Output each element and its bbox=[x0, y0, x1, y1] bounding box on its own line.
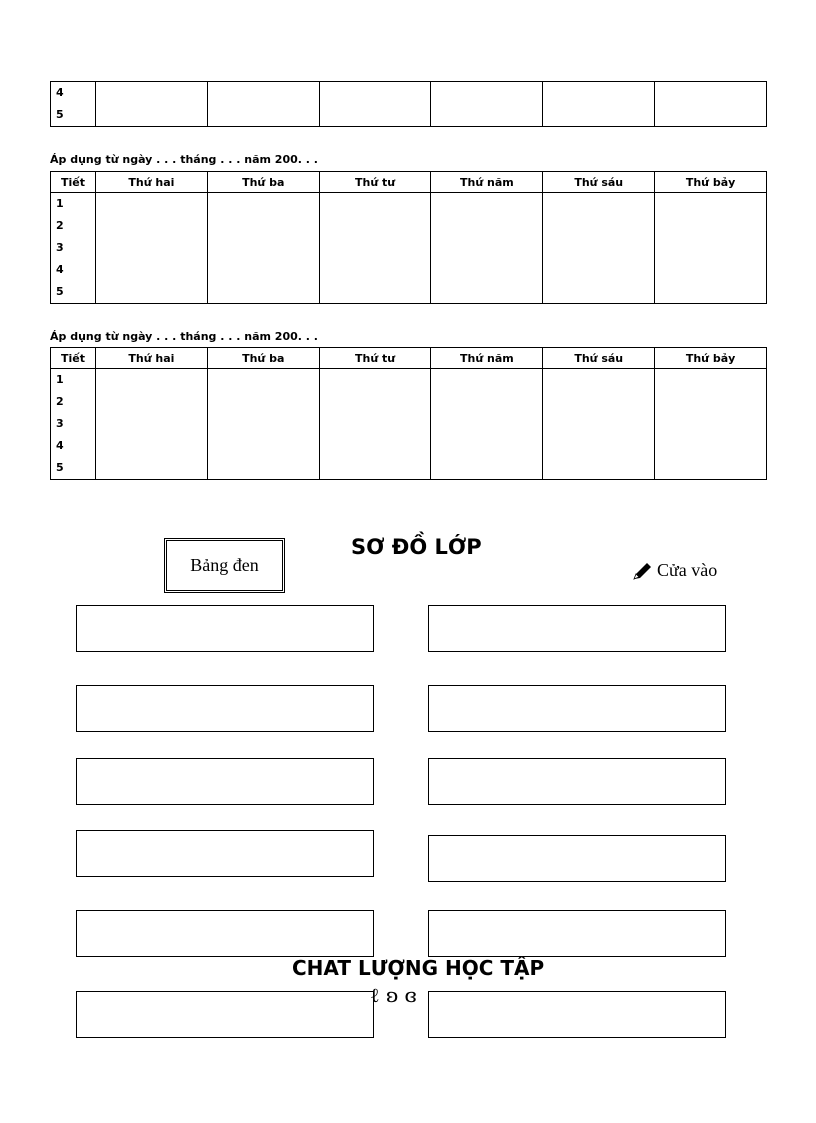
desk-left-4 bbox=[76, 830, 374, 877]
timetable-1 bbox=[50, 171, 767, 304]
period-number: 5 bbox=[56, 108, 64, 121]
day-cell bbox=[543, 193, 655, 304]
day-cell bbox=[543, 369, 655, 480]
desk-right-4 bbox=[428, 835, 726, 882]
schedule-caption: Áp dụng từ ngày . . . tháng . . . năm 200. . . bbox=[50, 330, 318, 343]
day-cell bbox=[96, 369, 208, 480]
header-monday: Thứ hai bbox=[96, 348, 208, 369]
day-cell bbox=[207, 369, 319, 480]
desk-left-3 bbox=[76, 758, 374, 805]
period-number: 4 bbox=[56, 86, 64, 99]
desk-right-2 bbox=[428, 685, 726, 732]
day-cell bbox=[431, 369, 543, 480]
desk-right-6 bbox=[428, 991, 726, 1038]
blackboard bbox=[164, 538, 285, 593]
header-thursday: Thứ năm bbox=[431, 348, 543, 369]
header-saturday: Thứ bảy bbox=[655, 172, 767, 193]
day-cell bbox=[655, 193, 767, 304]
header-tuesday: Thứ ba bbox=[207, 172, 319, 193]
entrance bbox=[632, 560, 717, 581]
desk-left-1 bbox=[76, 605, 374, 652]
header-friday: Thứ sáu bbox=[543, 348, 655, 369]
period-number: 1 bbox=[56, 373, 64, 386]
period-column bbox=[51, 193, 96, 304]
period-number: 4 bbox=[56, 263, 64, 276]
period-number: 1 bbox=[56, 197, 64, 210]
header-friday: Thứ sáu bbox=[543, 172, 655, 193]
timetable-2 bbox=[50, 347, 767, 480]
period-number: 2 bbox=[56, 219, 64, 232]
timetable-fragment bbox=[50, 81, 767, 127]
day-cell bbox=[96, 193, 208, 304]
header-row bbox=[51, 172, 767, 193]
header-wednesday: Thứ tư bbox=[319, 348, 431, 369]
period-number: 3 bbox=[56, 241, 64, 254]
day-cell bbox=[319, 369, 431, 480]
day-cell bbox=[319, 193, 431, 304]
period-number: 5 bbox=[56, 461, 64, 474]
period-number: 2 bbox=[56, 395, 64, 408]
desk-left-2 bbox=[76, 685, 374, 732]
desk-left-6 bbox=[76, 991, 374, 1038]
period-number: 4 bbox=[56, 439, 64, 452]
period-column bbox=[51, 82, 96, 127]
header-tuesday: Thứ ba bbox=[207, 348, 319, 369]
header-period: Tiết bbox=[51, 348, 96, 369]
header-wednesday: Thứ tư bbox=[319, 172, 431, 193]
header-saturday: Thứ bảy bbox=[655, 348, 767, 369]
header-row bbox=[51, 348, 767, 369]
desk-right-1 bbox=[428, 605, 726, 652]
schedule-caption: Áp dụng từ ngày . . . tháng . . . năm 200. . . bbox=[50, 153, 318, 166]
blackboard-label: Bảng đen bbox=[190, 555, 259, 575]
desk-right-5 bbox=[428, 910, 726, 957]
header-thursday: Thứ năm bbox=[431, 172, 543, 193]
quality-title: CHAT LƯỢNG HỌC TẬP bbox=[292, 956, 545, 980]
period-number: 5 bbox=[56, 285, 64, 298]
period-column bbox=[51, 369, 96, 480]
seating-title: SƠ ĐỒ LỚP bbox=[351, 535, 482, 559]
day-cell bbox=[207, 193, 319, 304]
pencil-icon bbox=[632, 561, 654, 581]
header-monday: Thứ hai bbox=[96, 172, 208, 193]
period-number: 3 bbox=[56, 417, 64, 430]
desk-left-5 bbox=[76, 910, 374, 957]
day-cell bbox=[655, 369, 767, 480]
desk-right-3 bbox=[428, 758, 726, 805]
day-cell bbox=[431, 193, 543, 304]
entrance-label: Cửa vào bbox=[657, 560, 718, 580]
header-period: Tiết bbox=[51, 172, 96, 193]
ornament: ℓ ʚ ɞ bbox=[370, 983, 417, 1007]
